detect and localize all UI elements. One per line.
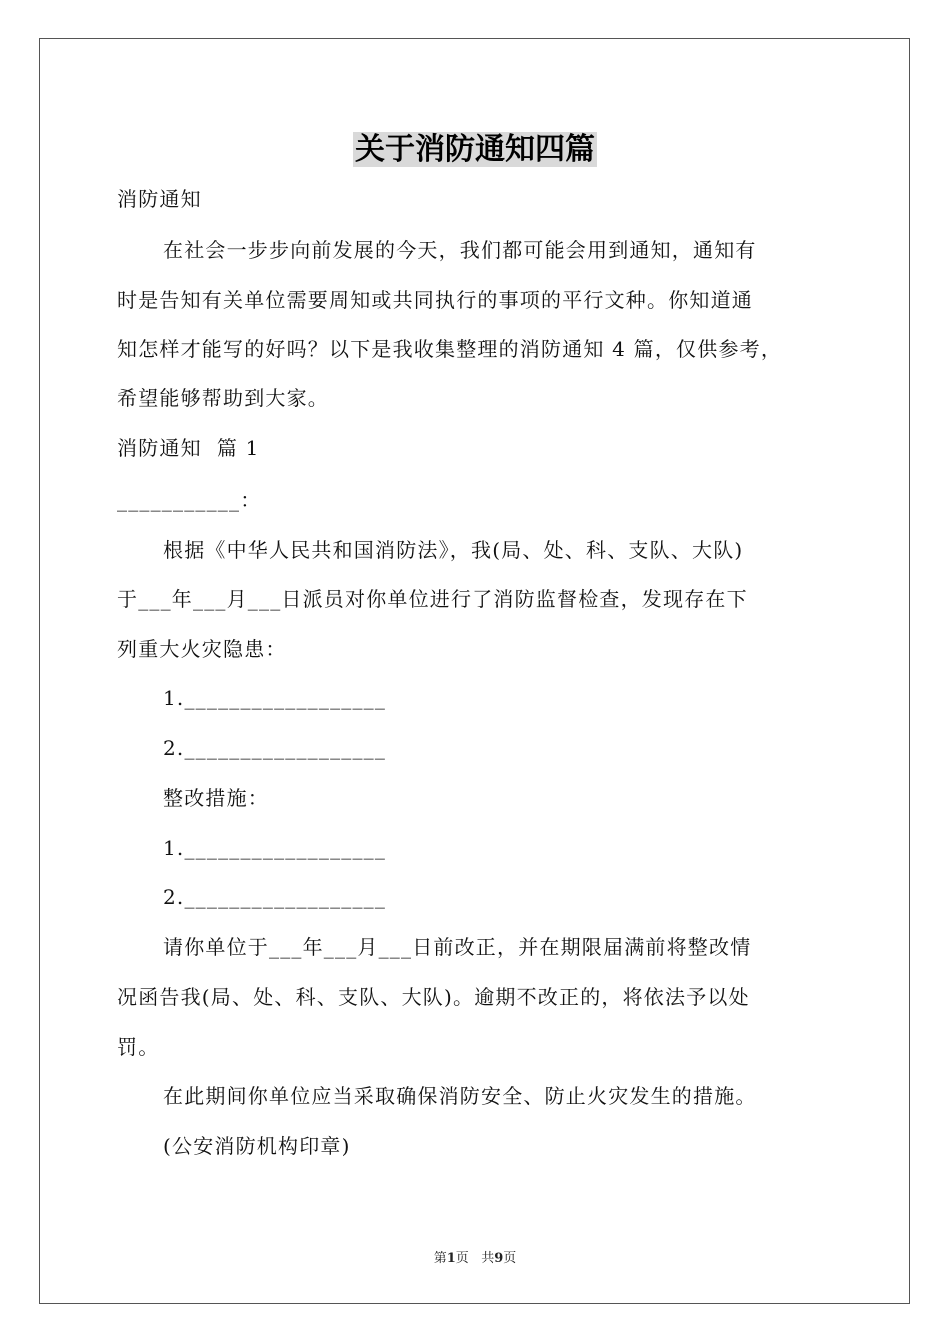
total-label-suffix: 页 [503, 1251, 517, 1266]
paragraph-line: 在社会一步步向前发展的今天，我们都可能会用到通知，通知有 [163, 238, 757, 262]
paragraph-line: 罚。 [117, 1035, 160, 1059]
paragraph-line: 请你单位于___年___月___日前改正，并在期限届满前将整改情 [163, 935, 752, 959]
paragraph-line: 在此期间你单位应当采取确保消防安全、防止火灾发生的措施。 [163, 1084, 757, 1108]
page-number: 1 [446, 1251, 456, 1266]
total-pages: 9 [494, 1251, 504, 1266]
section-heading: 消防通知 篇 1 [117, 436, 260, 460]
page-footer [0, 1247, 950, 1266]
list-item: 2.__________________ [163, 736, 387, 760]
paragraph-line: 于___年___月___日派员对你单位进行了消防监督检查，发现存在下 [117, 587, 748, 611]
list-item: 2.__________________ [163, 885, 387, 909]
page-label-prefix: 第 [433, 1251, 447, 1266]
page-label-suffix: 页 [455, 1251, 469, 1266]
subheading: 整改措施： [163, 786, 269, 810]
seal-note: (公安消防机构印章) [163, 1134, 351, 1158]
addressee-blank: ___________： [117, 488, 262, 512]
paragraph-line: 希望能够帮助到大家。 [117, 386, 329, 410]
paragraph-line: 根据《中华人民共和国消防法》，我(局、处、科、支队、大队) [163, 538, 744, 562]
list-item: 1.__________________ [163, 686, 387, 710]
paragraph-line: 知怎样才能写的好吗？以下是我收集整理的消防通知 4 篇，仅供参考， [117, 337, 783, 361]
document-title: 关于消防通知四篇 [355, 132, 595, 167]
paragraph-line: 况函告我(局、处、科、支队、大队)。逾期不改正的，将依法予以处 [117, 985, 750, 1009]
paragraph-line: 列重大火灾隐患： [117, 637, 287, 661]
page-border [39, 38, 910, 1304]
section-heading: 消防通知 [117, 187, 202, 211]
total-label-prefix: 共 [481, 1251, 495, 1266]
list-item: 1.__________________ [163, 836, 387, 860]
paragraph-line: 时是告知有关单位需要周知或共同执行的事项的平行文种。你知道通 [117, 288, 753, 312]
